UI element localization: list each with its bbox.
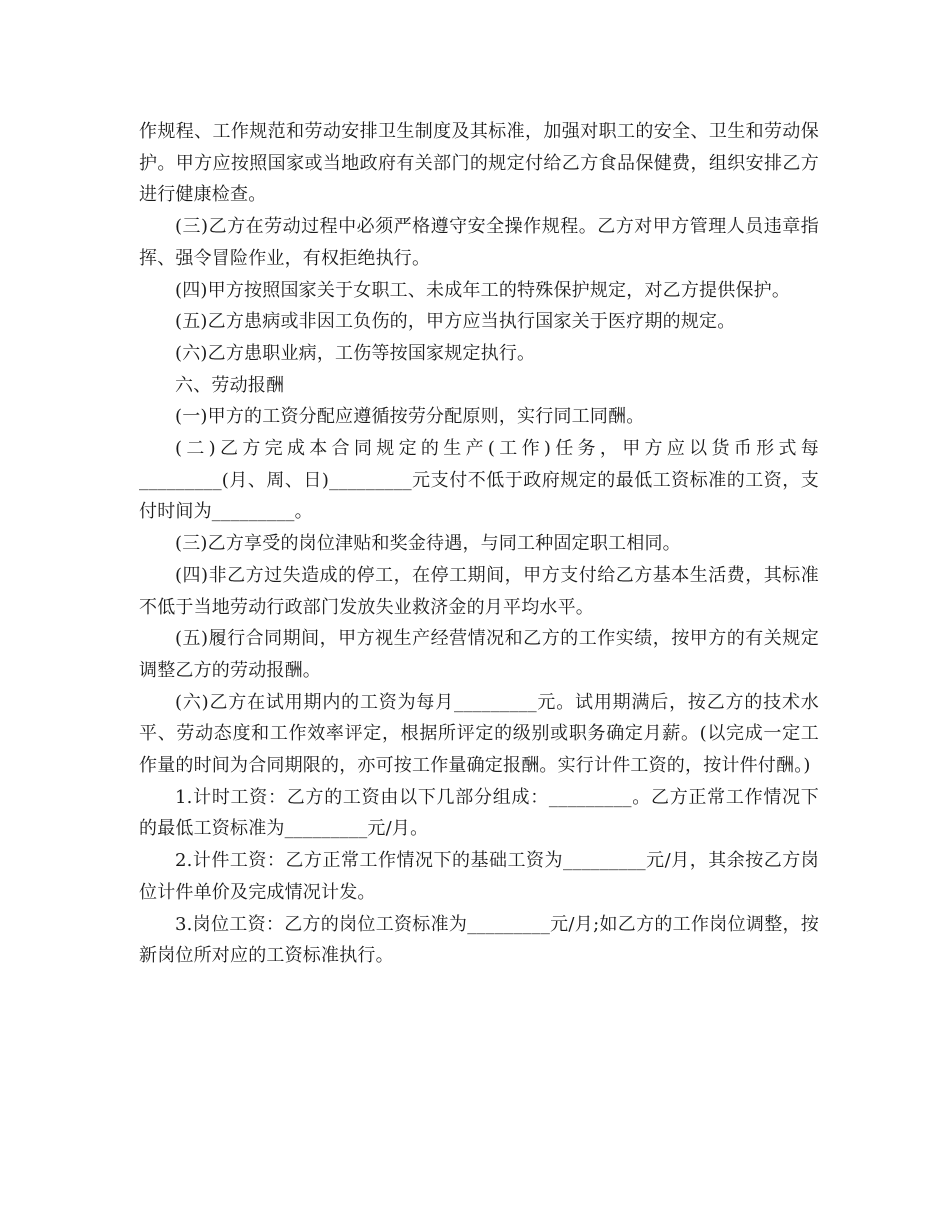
paragraph-pay-clause-4: (四)非乙方过失造成的停工，在停工期间，甲方支付给乙方基本生活费，其标准不低于当地劳动行政部门发放失业救济金的月平均水平。 xyxy=(139,564,819,618)
paragraph-hourly-wage: 1.计时工资：乙方的工资由以下几部分组成：_________。乙方正常工作情况下的最低工资标准为_________元/月。 xyxy=(139,786,819,840)
paragraph-clause-6: (六)乙方患职业病，工伤等按国家规定执行。 xyxy=(175,342,536,364)
paragraph-pay-clause-2: (二)乙方完成本合同规定的生产(工作)任务，甲方应以货币形式每_________(月、周、日)_________元支付不低于政府规定的最低工资标准的工资，支付时间为_________。 xyxy=(139,438,819,523)
section-heading-remuneration: 六、劳动报酬 xyxy=(175,374,285,396)
document-body xyxy=(139,116,819,972)
paragraph-pay-clause-3: (三)乙方享受的岗位津贴和奖金待遇，与同工种固定职工相同。 xyxy=(175,533,681,555)
paragraph-pay-clause-1: (一)甲方的工资分配应遵循按劳分配原则，实行同工同酬。 xyxy=(175,406,645,428)
paragraph-clause-3: (三)乙方在劳动过程中必须严格遵守安全操作规程。乙方对甲方管理人员违章指挥、强令冒险作业，有权拒绝执行。 xyxy=(139,216,819,269)
paragraph-clause-5: (五)乙方患病或非因工负伤的，甲方应当执行国家关于医疗期的规定。 xyxy=(175,311,736,333)
paragraph-continuation: 作规程、工作规范和劳动安排卫生制度及其标准，加强对职工的安全、卫生和劳动保护。甲方应按照国家或当地政府有关部门的规定付给乙方食品保健费，组织安排乙方进行健康检查。 xyxy=(139,121,819,206)
paragraph-position-wage: 3.岗位工资：乙方的岗位工资标准为_________元/月;如乙方的工作岗位调整，按新岗位所对应的工资标准执行。 xyxy=(139,913,819,967)
paragraph-piece-wage: 2.计件工资：乙方正常工作情况下的基础工资为_________元/月，其余按乙方岗位计件单价及完成情况计发。 xyxy=(139,850,819,903)
paragraph-pay-clause-6: (六)乙方在试用期内的工资为每月_________元。试用期满后，按乙方的技术水平、劳动态度和工作效率评定，根据所评定的级别或职务确定月薪。(以完成一定工作量的时间为合同期限的，亦可按工作量确定报酬。实行计件工资的，按计件付酬。) xyxy=(139,691,819,777)
paragraph-clause-4: (四)甲方按照国家关于女职工、未成年工的特殊保护规定，对乙方提供保护。 xyxy=(175,279,791,301)
paragraph-pay-clause-5: (五)履行合同期间，甲方视生产经营情况和乙方的工作实绩，按甲方的有关规定调整乙方的劳动报酬。 xyxy=(139,628,819,681)
